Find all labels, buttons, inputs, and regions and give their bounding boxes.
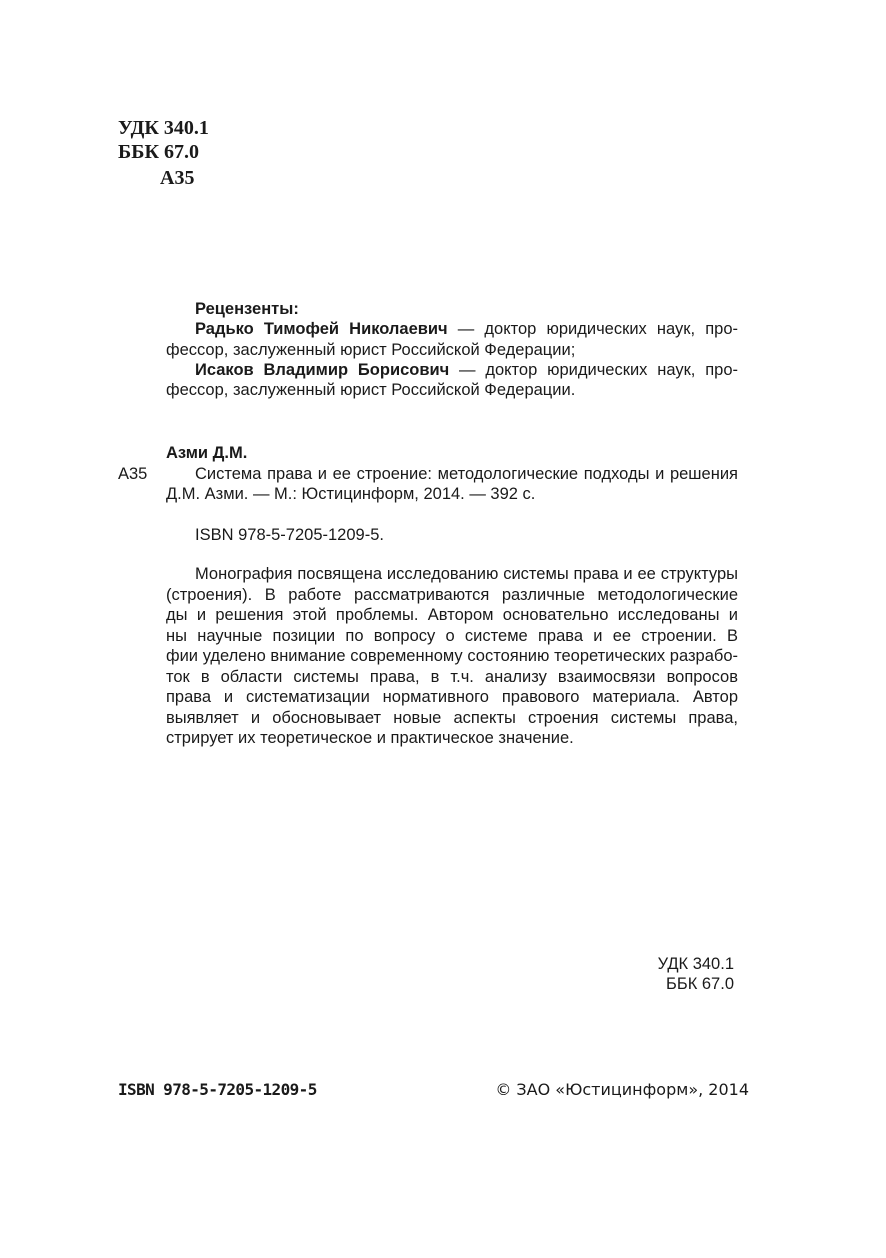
bbk-code: ББК 67.0 — [118, 141, 199, 163]
annotation-line: фии уделено внимание современному состоянию теоретических разрабо- — [166, 647, 738, 665]
reviewer-1-continued: фессор, заслуженный юрист Российской Федерации; — [166, 341, 576, 359]
reviewer-1-title: — доктор юридических наук, про- — [447, 320, 738, 338]
annotation-line: права и систематизации нормативного правового материала. Автор — [166, 688, 738, 706]
reviewer-2 — [195, 361, 738, 381]
record-code: А35 — [118, 465, 148, 483]
reviewer-1-name: Радько Тимофей Николаевич — [195, 320, 448, 338]
record-isbn: ISBN 978-5-7205-1209-5. — [195, 526, 384, 544]
reviewer-1 — [195, 320, 738, 340]
reviewer-2-title: — доктор юридических наук, про- — [449, 361, 738, 379]
udk-code: УДК 340.1 — [118, 117, 209, 139]
footer-copyright: © ЗАО «Юстицинформ», 2014 — [495, 1080, 749, 1099]
annotation-line: стрирует их теоретическое и практическое значение. — [166, 729, 574, 747]
annotation-line: ды и решения этой проблемы. Автором основательно исследованы и — [166, 606, 738, 624]
record-publication-line: Д.М. Азми. — М.: Юстицинформ, 2014. — 392 с. — [166, 485, 536, 503]
footer-isbn: ISBN 978-5-7205-1209-5 — [118, 1080, 317, 1099]
reviewers-heading: Рецензенты: — [195, 300, 299, 318]
annotation-line: (строения). В работе рассматриваются различные методологические — [166, 586, 738, 604]
annotation-line: Монография посвящена исследованию системы права и ее структуры — [195, 565, 738, 583]
annotation-line: ны научные позиции по вопросу о системе права и ее строении. В — [166, 627, 738, 645]
record-author: Азми Д.М. — [166, 444, 248, 462]
author-code: А35 — [160, 167, 195, 189]
reviewer-2-continued: фессор, заслуженный юрист Российской Федерации. — [166, 381, 576, 399]
bottom-udk-code: УДК 340.1 — [657, 955, 734, 973]
reviewer-2-name: Исаков Владимир Борисович — [195, 361, 450, 379]
annotation-line: выявляет и обосновывает новые аспекты строения системы права, — [166, 709, 738, 727]
bottom-bbk-code: ББК 67.0 — [666, 975, 734, 993]
record-title-line: Система права и ее строение: методологические подходы и решения — [195, 465, 738, 483]
annotation-line: ток в области системы права, в т.ч. анализу взаимосвязи вопросов — [166, 668, 738, 686]
